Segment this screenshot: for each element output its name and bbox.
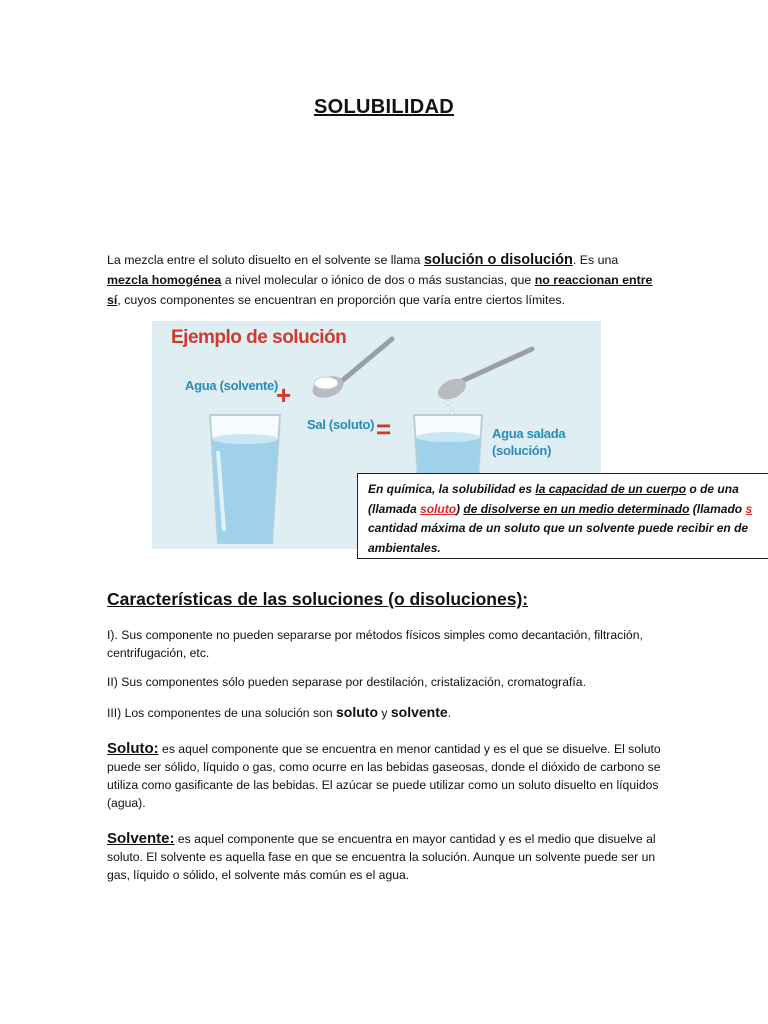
item-2: II) Sus componentes sólo pueden separase por destilación, cristalización, cromatografía.	[107, 675, 586, 689]
definition-box	[357, 473, 768, 559]
term-mezcla-homogenea: mezcla homogénea	[107, 273, 222, 287]
definition-line-3: cantidad máxima de un soluto que un solvente puede recibir en de	[368, 521, 749, 535]
soluto-term: Soluto:	[107, 740, 159, 757]
definition-line-2: (llamada soluto) de disolverse en un medio determinado (llamado s	[368, 501, 753, 516]
term-no-reaccionan: no reaccionan entre sí	[107, 273, 653, 307]
term-soluto-red: soluto	[420, 501, 457, 516]
equals-sign: =	[376, 414, 392, 444]
term-solucion: solución o disolución	[423, 252, 573, 268]
soluto-paragraph: Soluto: es aquel componente que se encuentra en menor cantidad y es el que se disuelve. El soluto puede ser sólido, líquido o gas, como ocurre en las bebidas gaseosas, donde el dióxido de carbono se utiliza como gasificante de las bebidas. El azúcar se puede utilizar como un soluto disuelto en líquidos (agua).	[107, 740, 661, 810]
pouring-spoon-icon	[435, 349, 532, 423]
section-heading: Características de las soluciones (o disoluciones):	[107, 589, 529, 609]
label-sal-soluto: Sal (soluto)	[307, 417, 375, 432]
item-3: III) Los componentes de una solución son soluto y solvente.	[107, 704, 452, 720]
definition-line-4: ambientales.	[368, 540, 441, 555]
intro-paragraph: La mezcla entre el soluto disuelto en el solvente se llama solución o disolución. Es una mezcla homogénea a nivel molecular o iónico de dos o más sustancias, que no reaccionan entre sí, cuyos componentes se encuentran en proporción que varía entre ciertos límites.	[107, 252, 653, 307]
term-solvente: solvente	[390, 704, 448, 720]
item-1: I). Sus componente no pueden separarse por métodos físicos simples como decantación, filtración, centrifugación, etc.	[107, 628, 643, 660]
label-agua-solvente: Agua (solvente)	[185, 378, 279, 393]
label-solucion: (solución)	[492, 443, 552, 458]
figure-title: Ejemplo de solución	[171, 327, 347, 348]
intro-text: La mezcla entre el soluto disuelto en el solvente se llama	[107, 253, 424, 267]
plus-sign: +	[276, 380, 292, 410]
solvente-term: Solvente:	[107, 830, 175, 847]
solvente-paragraph: Solvente: es aquel componente que se encuentra en mayor cantidad y es el medio que disuelve al soluto. El solvente es aquella fase en que se encuentra la solución. Aunque un solvente puede ser un gas, líquido o sólido, el solvente más común es el agua.	[107, 830, 656, 882]
term-soluto: soluto	[336, 704, 378, 720]
label-agua-salada: Agua salada	[492, 426, 566, 441]
water-glass-icon	[210, 415, 280, 543]
page-title: SOLUBILIDAD	[314, 96, 454, 118]
definition-line-1: En química, la solubilidad es la capacidad de un cuerpo o de una	[368, 482, 739, 496]
